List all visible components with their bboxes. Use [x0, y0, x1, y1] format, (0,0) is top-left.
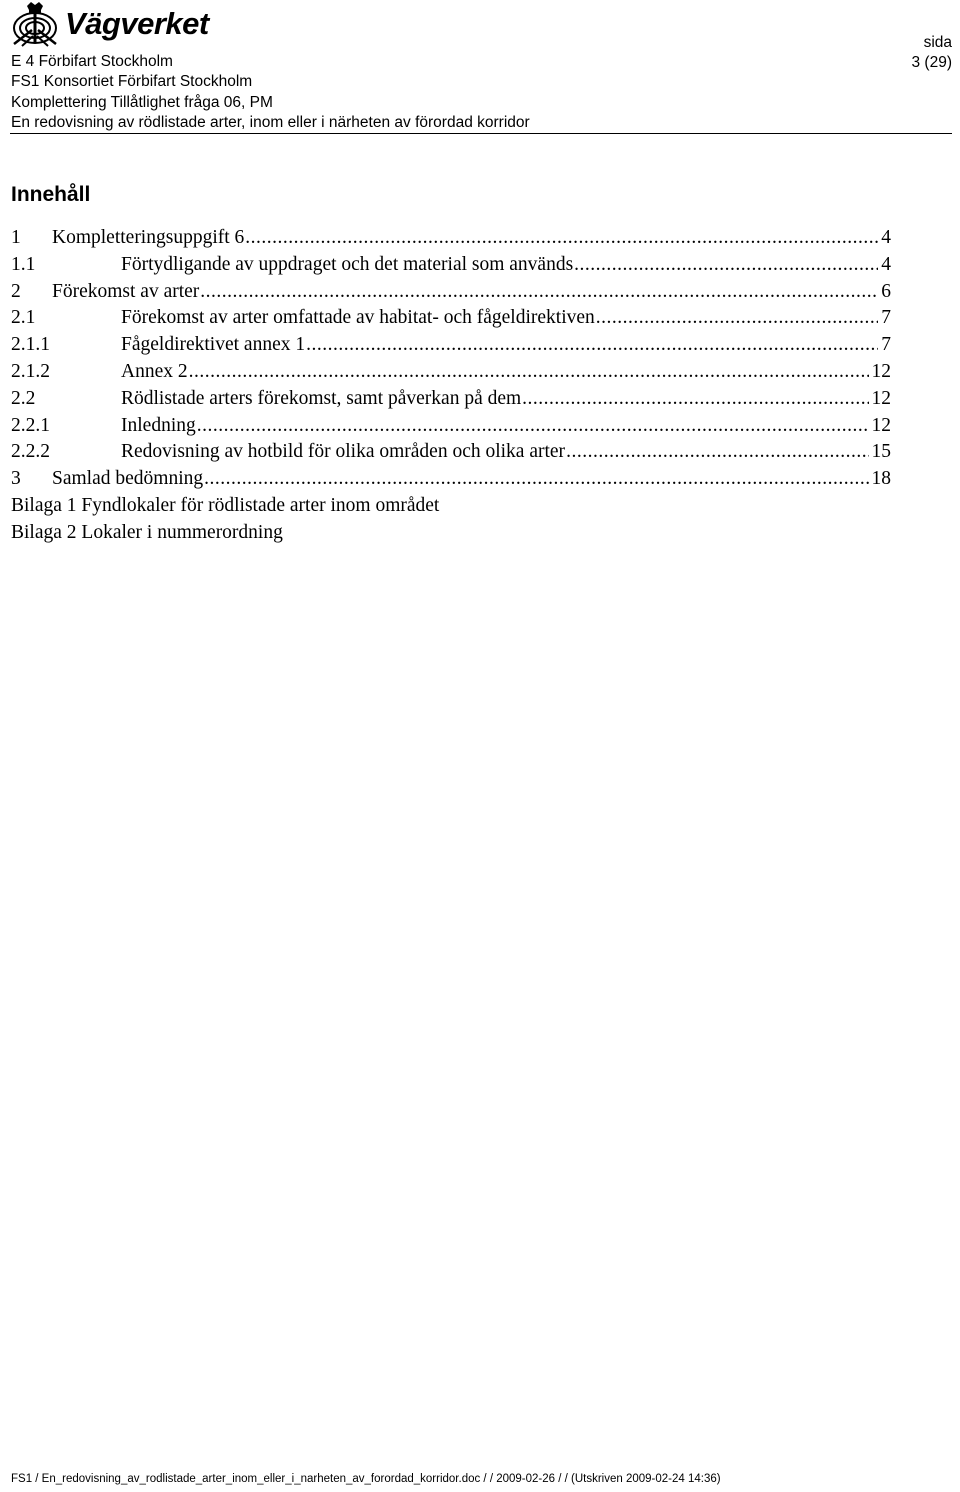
appendix-2: Bilaga 2 Lokaler i nummerordning [11, 522, 283, 543]
footer-file-info: FS1 / En_redovisning_av_rodlistade_arter_inom_eller_i_narheten_av_forordad_korridor.doc / / 2009-02-26 / / (Utskriven 2009-02-24 14:36) [11, 1473, 721, 1485]
toc-entry-page: 4 [881, 253, 891, 275]
toc-entry-text: Annex 2 [121, 360, 188, 382]
appendix-1: Bilaga 1 Fyndlokaler för rödlistade arter inom området [11, 495, 440, 516]
toc-title: Innehåll [11, 183, 91, 206]
toc-entry-number: 1.1 [11, 253, 36, 275]
toc-entry[interactable] [11, 466, 891, 493]
toc-entry-text: Förekomst av arter [52, 280, 200, 302]
toc-entry[interactable] [11, 359, 891, 386]
toc-entry-number: 1 [11, 227, 21, 248]
toc-entry-number: 2.2.1 [11, 414, 50, 436]
toc-leader-dots [566, 439, 868, 466]
header-document-type: Komplettering Tillåtlighet fråga 06, PM [11, 94, 273, 111]
toc-entry-number: 2.1.2 [11, 360, 50, 382]
toc-entry-number: 2.1 [11, 307, 36, 329]
toc-leader-dots [189, 359, 869, 386]
toc-leader-dots [596, 305, 878, 332]
toc-entry-page: 12 [871, 360, 891, 382]
toc-entry-page: 6 [881, 280, 891, 302]
toc-entry[interactable] [11, 252, 891, 279]
toc-entry-number: 3 [11, 468, 21, 490]
header-project: E 4 Förbifart Stockholm [11, 53, 173, 70]
header-document-title: En redovisning av rödlistade arter, inom eller i närheten av förordad korridor [11, 114, 530, 131]
toc-entry-page: 7 [881, 334, 891, 356]
toc-entry-page: 18 [871, 468, 891, 490]
toc-entry[interactable] [11, 225, 891, 252]
toc-leader-dots [522, 386, 868, 413]
toc-entry[interactable] [11, 332, 891, 359]
header-divider [10, 133, 952, 134]
toc-entry-page: 4 [881, 227, 891, 248]
toc-entry[interactable] [11, 413, 891, 440]
toc-entry-text: Rödlistade arters förekomst, samt påverkan på dem [121, 387, 522, 409]
toc-entry-text: Förekomst av arter omfattade av habitat- och fågeldirektiven [121, 307, 595, 329]
toc-entry-page: 12 [871, 414, 891, 436]
vagverket-logo [10, 0, 250, 48]
toc-entry[interactable] [11, 386, 891, 413]
toc-leader-dots [197, 413, 869, 440]
toc-entry-text: Inledning [121, 414, 196, 436]
toc-entry-page: 12 [871, 387, 891, 409]
header-consortium: FS1 Konsortiet Förbifart Stockholm [11, 73, 253, 90]
toc-entry-text: Förtydligande av uppdraget och det material som används [121, 253, 574, 275]
toc-entry-text: Kompletteringsuppgift 6 [52, 227, 245, 248]
toc-entry-text: Fågeldirektivet annex 1 [121, 334, 306, 356]
toc-entry-number: 2.1.1 [11, 334, 50, 356]
toc-leader-dots [204, 466, 868, 493]
crown-emblem-icon [10, 0, 60, 48]
toc-entry-page: 7 [881, 307, 891, 329]
toc-entry[interactable] [11, 305, 891, 332]
toc-entry[interactable] [11, 279, 891, 306]
toc-entry[interactable] [11, 439, 891, 466]
toc-leader-dots [200, 279, 878, 306]
header-sida-label: sida [923, 34, 952, 51]
toc-leader-dots [306, 332, 878, 359]
table-of-contents [11, 225, 891, 493]
toc-entry-number: 2.2.2 [11, 441, 50, 463]
header-page-number: 3 (29) [911, 54, 952, 71]
toc-entry-text: Samlad bedömning [52, 468, 204, 490]
toc-leader-dots [574, 252, 878, 279]
toc-entry-page: 15 [871, 441, 891, 463]
toc-entry-number: 2 [11, 280, 21, 302]
logo-wordmark: Vägverket [65, 6, 209, 41]
toc-entry-text: Redovisning av hotbild för olika områden och olika arter [121, 441, 566, 463]
toc-entry-number: 2.2 [11, 387, 36, 409]
toc-leader-dots [245, 225, 878, 252]
